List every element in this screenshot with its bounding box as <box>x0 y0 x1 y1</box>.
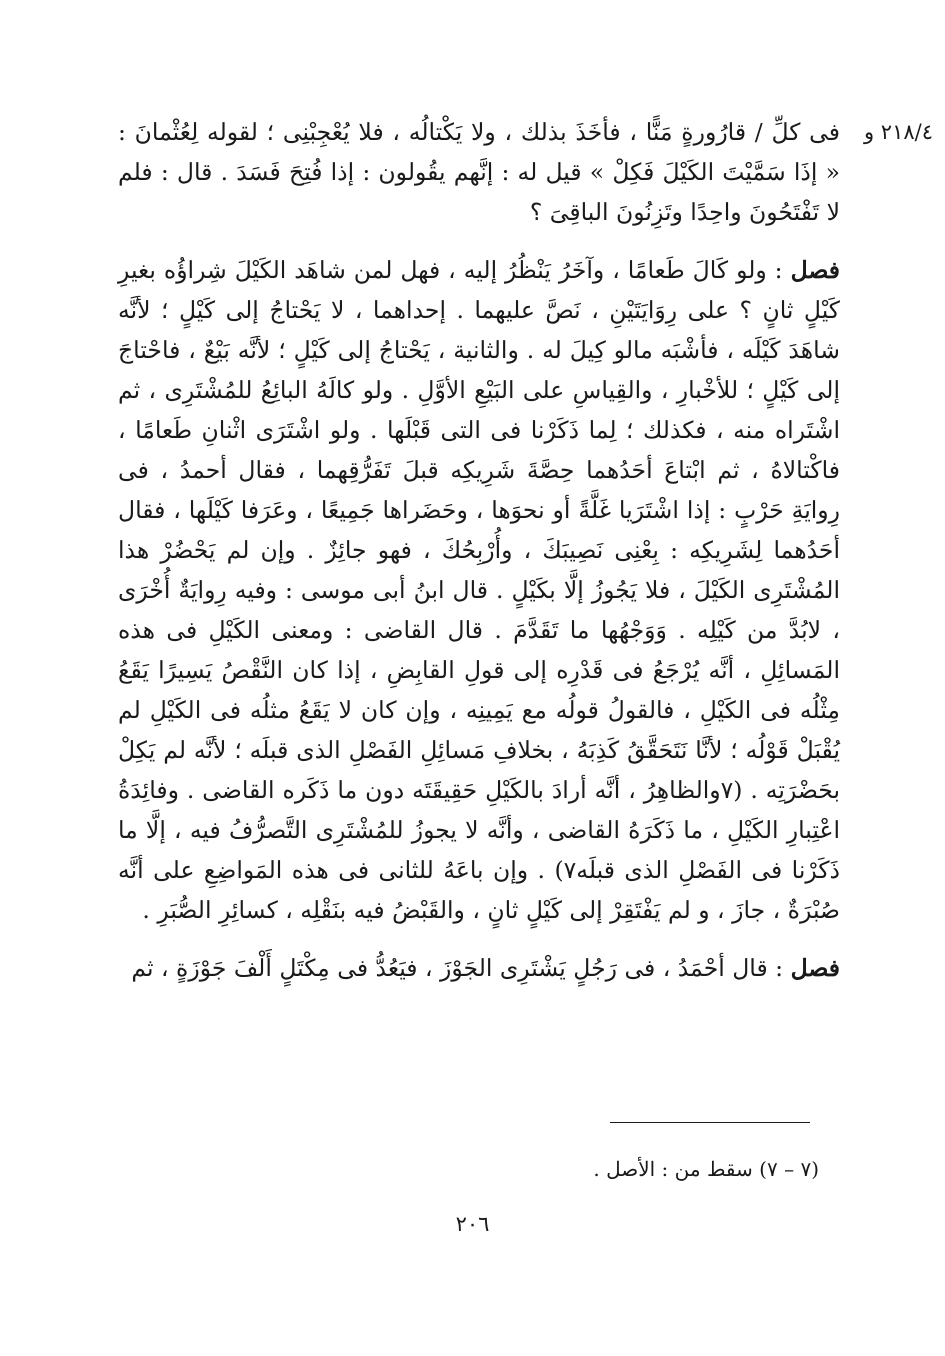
footnote: (٧ – ٧) سقط من : الأصل . <box>593 1157 819 1181</box>
paragraph-2 <box>118 250 840 930</box>
page-number: ٢٠٦ <box>455 1212 490 1236</box>
paragraph-3-text: : قال أحْمَدُ ، فى رَجُلٍ يَشْتَرِى الجَوْزَ ، فيَعُدُّ فى مِكْتَلٍ أَلْفَ جَوْزَةٍ ، ثم <box>131 954 784 982</box>
paragraph-1 <box>118 112 840 232</box>
paragraph-2-text: : ولو كَالَ طَعامًا ، وآخَرُ يَنْظُرُ إليه ، فهل لمن شاهَد الكَيْلَ شِراؤُه بغيرِ كَيْلٍ ثانٍ ؟ على رِوَايَتَيْنِ ، نَصَّ عليهما . إحداهما ، لا يَحْتاجُ إلى كَيْلٍ ؛ لأنَّه شاهَدَ كَيْلَه ، فأشْبَه مالو كِيلَ له . والثانية ، يَحْتاجُ إلى كَيْلٍ ؛ لأنَّه بَيْعٌ ، فاحْتاجَ إلى كَيْلٍ ؛ للأخْبارِ ، والقِياسِ على البَيْعِ الأوَّلِ . ولو كالَهُ البائِعُ للمُشْتَرِى ، ثم اشْتَراه منه ، فكذلك ؛ لِما ذَكَرْنا فى التى قَبْلَها . ولو اشْتَرَى اثْنانِ طَعامًا ، فاكْتالاهُ ، ثم ابْتاعَ أحَدُهما حِصَّةَ شَرِيكِه قبلَ تَفَرُّقِهما ، فقال أحمدُ ، فى رِوايَةِ حَرْبٍ : إذا اشْتَرَيا غَلَّةً أو نحوَها ، وحَضَراها جَمِيعًا ، وعَرَفا كَيْلَها ، فقال أحَدُهما لِشَرِيكِه : بِعْنِى نَصِيبَكَ ، وأُرْبِحُكَ ، فهو جائِزٌ . وإن لم يَحْضُرْ هذا المُشْتَرِى الكَيْلَ ، فلا يَجُوزُ إلَّا بكَيْلٍ . قال ابنُ أبى موسى : وفيه رِوايَةٌ أُخْرَى ، لابُدَّ من كَيْلِه . وَوَجْهُها ما تَقَدَّمَ . قال القاضى : ومعنى الكَيْلِ فى هذه المَسائِلِ ، أنَّه يُرْجَعُ فى قَدْرِه إلى قولِ القابِضِ ، إذا كان النَّقْصُ يَسِيرًا يَقَعُ مِثْلُه فى الكَيْلِ ، فالقولُ قولُه مع يَمِينِه ، وإن كان لا يَقَعُ مثلُه فى الكَيْلِ لم يُقْبَلْ قَوْلُه ؛ لأنَّا نَتَحَقَّقُ كَذِبَهُ ، بخلافِ مَسائِلِ الفَصْلِ الذى قبلَه ؛ لأنَّه لم يَكِلْ بحَضْرَتِه . (٧والظاهِرُ ، أنَّه أرادَ بالكَيْلِ حَقِيقَتَه دون ما ذَكَره القاضى . وفائِدَةُ اعْتِبارِ الكَيْلِ ، ما ذَكَرَهُ القاضى ، وأنَّه لا يجوزُ للمُشْتَرِى التَّصرُّفُ فيه ، إلَّا ما ذَكَرْنا فى الفَصْلِ الذى قبلَه٧) . وإن باعَهُ للثانى فى هذه المَواضِعِ على أنَّه صُبْرَةٌ ، جازَ ، و لم يَفْتَقِرْ إلى كَيْلٍ ثانٍ ، والقَبْضُ فيه بنَقْلِه ، كسائِرِ الصُّبَرِ . <box>118 256 841 924</box>
section-heading-fasl-2: فصل <box>790 954 840 982</box>
footnote-divider <box>610 1122 810 1123</box>
main-text <box>118 112 840 1006</box>
paragraph-1-text: فى كلِّ / قارُورةٍ مَنًّا ، فأخَذَ بذلك ، ولا يَكْتالُه ، فلا يُعْجِبْنِى ؛ لقوله لِعُثْمانَ : « إذَا سَمَّيْتَ الكَيْلَ فَكِلْ » قيل له : إنَّهم يقُولون : إذا فُتِحَ فَسَدَ . قال : فلم لا تَفْتَحُونَ واحِدًا وتَزِنُونَ الباقِىَ ؟ <box>118 118 840 226</box>
section-heading-fasl-1: فصل <box>790 256 840 284</box>
margin-reference: ٢١٨/٤ و <box>863 120 933 144</box>
paragraph-3 <box>118 948 840 988</box>
